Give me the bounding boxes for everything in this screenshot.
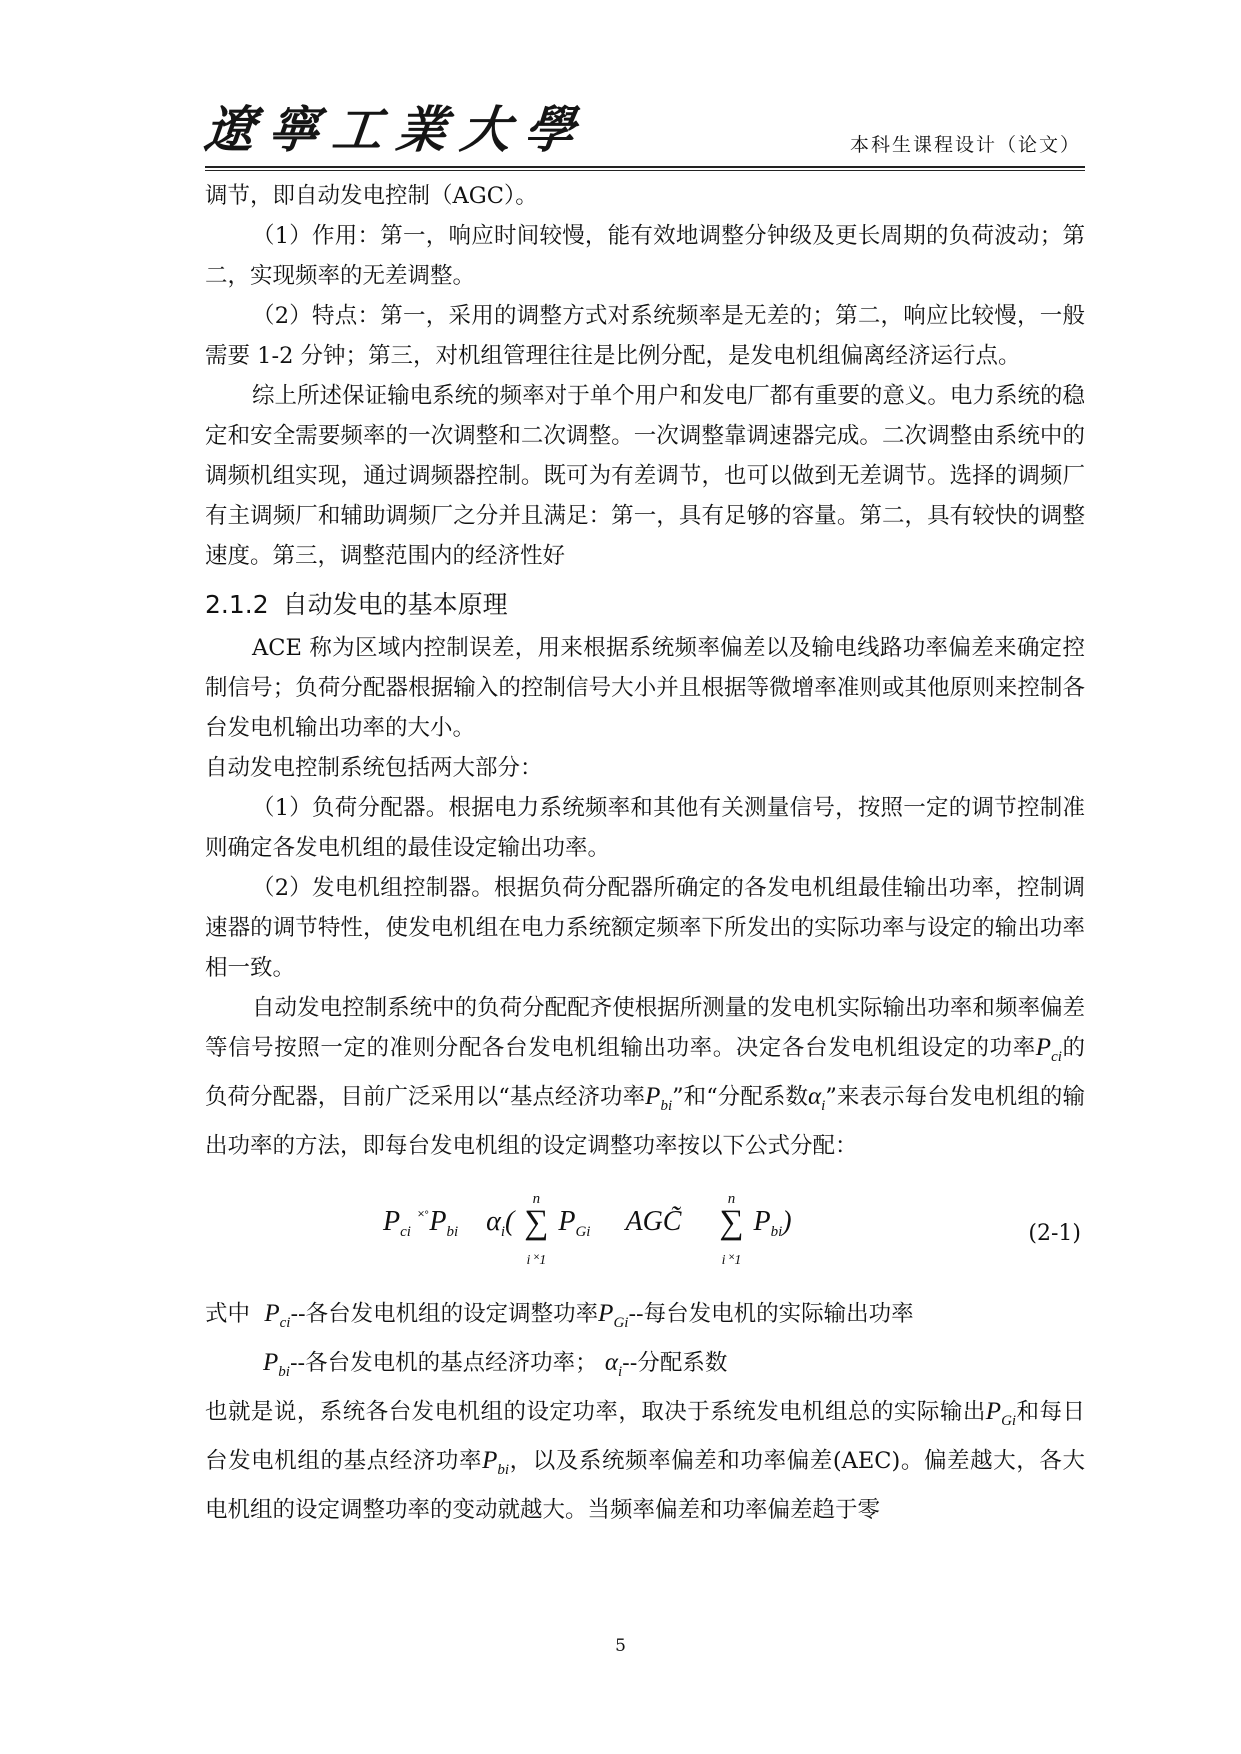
header-rule-thin: [205, 170, 1085, 171]
paragraph: 自动发电控制系统中的负荷分配配齐使根据所测量的发电机实际输出功率和频率偏差等信号按照一定的准则分配各台发电机组输出功率。决定各台发电机组设定的功率$P_{ci}$的负荷分配器，目前广泛采用以“基点经济功率$P_{bi}$”和“分配系数$\alpha_i$”来表示每台发电机组的输出功率的方法，即每台发电机组的设定调整功率按以下公式分配：: [205, 995, 1085, 1159]
section-heading: [205, 582, 1085, 628]
paragraph: 综上所述保证输电系统的频率对于单个用户和发电厂都有重要的意义。电力系统的稳定和安全需要频率的一次调整和二次调整。一次调整靠调速器完成。二次调整由系统中的调频机组实现，通过调频器控制。既可为有差调节，也可以做到无差调节。选择的调频厂有主调频厂和辅助调频厂之分并且满足：第一，具有足够的容量。第二，具有较快的调整速度。第三，调整范围内的经济性好: [205, 383, 1085, 569]
equation-body: $P_{ci}$ $^{˟˚}P_{bi}$ $\alpha_i$( n ∑ i ˟1 $P_{Gi}$ AGC̃ n ∑ i ˟1 $P_{bi}$): [383, 1190, 792, 1268]
page-header: [201, 88, 1085, 168]
definition-line: $P_{bi}--$各台发电机的基点经济功率； $\alpha_i--$分配系数: [263, 1349, 728, 1380]
section-title: 自动发电的基本原理: [282, 590, 508, 619]
university-logo: 遼寧工業大學: [201, 100, 592, 159]
math-symbol: P: [1035, 1034, 1052, 1061]
header-rule-thick: [205, 166, 1085, 168]
header-subtitle: 本科生课程设计（论文）: [849, 134, 1081, 156]
summation-symbol: n ∑ i ˟1: [524, 1190, 549, 1268]
summation-symbol: n ∑ i ˟1: [719, 1190, 744, 1268]
paragraph: （2）发电机组控制器。根据负荷分配器所确定的各发电机组最佳输出功率，控制调速器的调节特性，使发电机组在电力系统额定频率下所发出的实际功率与设定的输出功率相一致。: [205, 875, 1085, 981]
equation-2-1: [205, 1180, 1085, 1288]
section-number: 2.1.2: [205, 590, 269, 619]
page-number: 5: [615, 1636, 626, 1656]
paragraph: 调节，即自动发电控制（AGC）。: [205, 183, 538, 209]
definition-line: 式中 $P_{ci}--$各台发电机组的设定调整功率$P_{Gi}--$每台发电机的实际输出功率: [205, 1300, 914, 1331]
paragraph: （1）作用：第一，响应时间较慢，能有效地调整分钟级及更长周期的负荷波动；第二，实现频率的无差调整。: [205, 223, 1085, 289]
page-body: [205, 176, 1085, 1530]
paragraph: （1）负荷分配器。根据电力系统频率和其他有关测量信号，按照一定的调节控制准则确定各发电机组的最佳设定输出功率。: [205, 795, 1085, 861]
paragraph: （2）特点：第一，采用的调整方式对系统频率是无差的；第二，响应比较慢，一般需要 1-2 分钟；第三，对机组管理往往是比例分配，是发电机组偏离经济运行点。: [205, 303, 1085, 369]
equation-number: (2-1): [1028, 1221, 1081, 1246]
paragraph: ACE 称为区域内控制误差，用来根据系统频率偏差以及输电线路功率偏差来确定控制信号；负荷分配器根据输入的控制信号大小并且根据等微增率准则或其他原则来控制各台发电机输出功率的大小。: [205, 635, 1085, 741]
paragraph: 自动发电控制系统包括两大部分：: [205, 755, 543, 781]
paragraph: 也就是说，系统各台发电机组的设定功率，取决于系统发电机组总的实际输出$P_{Gi}$和每日台发电机组的基点经济功率$P_{bi}$，以及系统频率偏差和功率偏差(AEC)。偏差越大，各大电机组的设定调整功率的变动就越大。当频率偏差和功率偏差趋于零: [205, 1398, 1085, 1523]
